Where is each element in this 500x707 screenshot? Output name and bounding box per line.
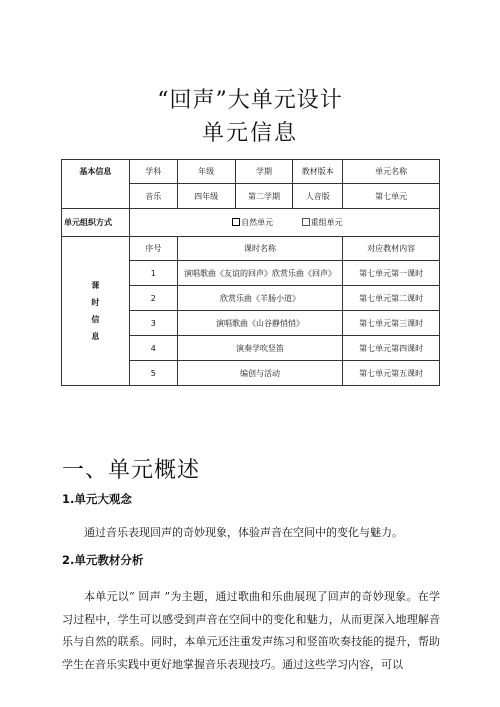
lesson-content: 第七单元第三课时	[343, 311, 440, 336]
section-heading: 一、单元概述	[62, 458, 201, 483]
page-title: “回声”大单元设计	[157, 88, 343, 113]
basic-info-header: 学期	[235, 160, 293, 184]
lesson-content: 第七单元第二课时	[343, 286, 440, 311]
page-subtitle: 单元信息	[201, 121, 298, 146]
basic-info-value: 音乐	[129, 184, 177, 209]
lesson-no: 4	[129, 336, 177, 361]
organization-label: 单元组织方式	[62, 209, 130, 237]
lesson-no: 2	[129, 286, 177, 311]
lesson-name: 编创与活动	[177, 361, 343, 386]
basic-info-header: 单元名称	[343, 160, 440, 184]
basic-info-value: 第二学期	[235, 184, 293, 209]
lesson-content: 第七单元第一课时	[343, 261, 440, 286]
lesson-label-char: 信	[91, 315, 100, 324]
lesson-header: 序号	[129, 237, 177, 261]
lesson-no: 1	[129, 261, 177, 286]
lesson-header: 对应教材内容	[343, 237, 440, 261]
material-analysis-paragraph: 本单元以“ 回声 ”为主题，通过歌曲和乐曲展现了回声的奇妙现象。在学习过程中，学生可以感受到声音在空间中的变化和魅力，从而更深入地理解音乐与自然的联系。同时，本单元还注重发声练习和竖笛吹奏技能的提升，帮助学生在音乐实践中更好地掌握音乐表现技巧。通过这些学习内容，可以	[62, 590, 440, 671]
basic-info-header: 教材版本	[293, 160, 343, 184]
basic-info-header: 年级	[177, 160, 235, 184]
lesson-header: 课时名称	[177, 237, 343, 261]
natural-unit-label: 自然单元	[241, 218, 274, 227]
checkbox-icon	[232, 218, 240, 226]
lesson-label-char: 息	[91, 332, 100, 341]
organization-options	[129, 209, 439, 237]
checkbox-icon	[302, 218, 310, 226]
lesson-no: 3	[129, 311, 177, 336]
sub-heading-big-idea: 1.单元大观念	[62, 492, 132, 506]
natural-unit-option[interactable]	[232, 217, 273, 228]
basic-info-value: 四年级	[177, 184, 235, 209]
lesson-content: 第七单元第五课时	[343, 361, 440, 386]
lesson-name: 演唱歌曲《友谊的回声》欣赏乐曲《回声》	[177, 261, 343, 286]
unit-info-table	[61, 159, 440, 386]
big-idea-paragraph: 通过音乐表现回声的奇妙现象，体验声音在空间中的变化与魅力。	[84, 526, 403, 539]
lesson-name: 演奏学吹竖笛	[177, 336, 343, 361]
basic-info-value: 第七单元	[343, 184, 440, 209]
basic-info-label: 基本信息	[62, 160, 130, 209]
lesson-no: 5	[129, 361, 177, 386]
lesson-name: 演唱歌曲《山谷静悄悄》	[177, 311, 343, 336]
lesson-name: 欣赏乐曲《羊肠小道》	[177, 286, 343, 311]
lesson-label-char: 课	[91, 281, 100, 290]
lesson-info-label	[62, 237, 130, 386]
basic-info-header: 学科	[129, 160, 177, 184]
reorganized-unit-option[interactable]	[302, 217, 343, 228]
lesson-label-char: 时	[91, 298, 100, 307]
reorganized-unit-label: 重组单元	[310, 218, 343, 227]
lesson-content: 第七单元第四课时	[343, 336, 440, 361]
sub-heading-material-analysis: 2.单元教材分析	[62, 553, 144, 567]
basic-info-value: 人音版	[293, 184, 343, 209]
